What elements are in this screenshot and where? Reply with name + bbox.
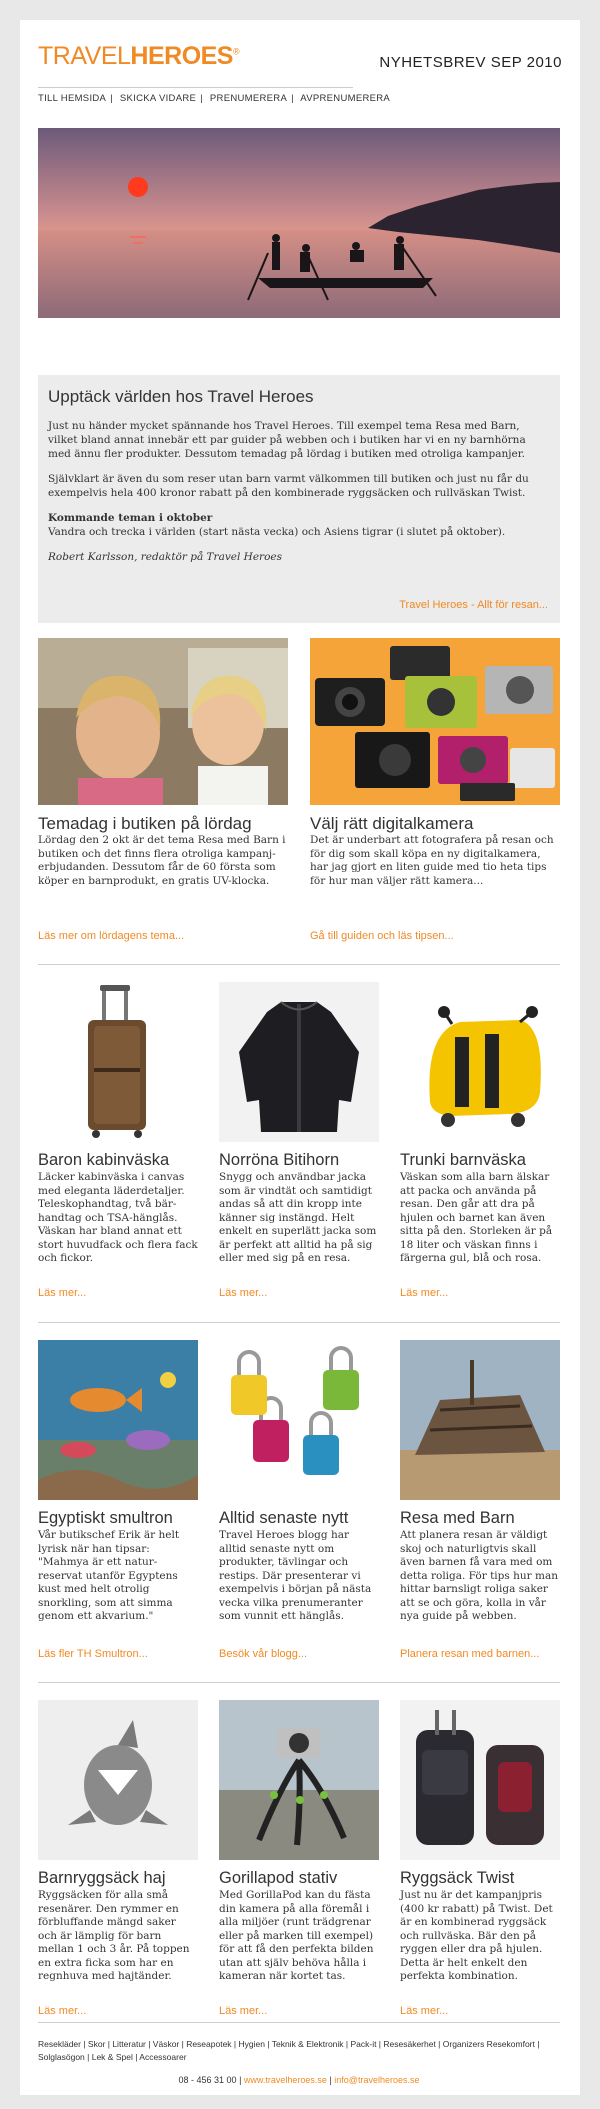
product-card-text: Med GorillaPod kan du fästa din kamera på alla föremål i alla miljöer (runt trädgrenar eller på marken till exempel) för att få den perfekta bilden utan att själv behöva hålla i kameran när kortet tas. [219, 1889, 374, 1982]
tip-card-title: Egyptiskt smultron [38, 1509, 173, 1527]
product-card-shark-backpack [38, 1700, 198, 2020]
gorillapod-tripod-image[interactable] [219, 1700, 379, 1860]
top-navigation: TILL HEMSIDA | SKICKA VIDARE | PRENUMERERA | AVPRENUMERERA [38, 93, 390, 104]
tip-card-link[interactable]: Planera resan med barnen... [400, 1648, 540, 1660]
tip-card-travel-with-kids [400, 1340, 560, 1660]
product-card-link[interactable]: Läs mer... [400, 1287, 449, 1299]
product-card-twist [400, 1700, 560, 2020]
product-card-link[interactable]: Läs mer... [219, 2005, 268, 2017]
intro-themes-text: Vandra och trecka i världen (start nästa vecka) och Asiens tigrar (i slutet på oktober). [48, 526, 506, 538]
product-card-link[interactable]: Läs mer... [38, 1287, 87, 1299]
product-card-title: Baron kabinväska [38, 1151, 170, 1169]
intro-paragraph-2: Självklart är även du som reser utan barn varmt välkommen till butiken och just nu får du exempelvis hela 400 kronor rabatt på den kombinerade ryggsäcken och rullväskan Twist. [48, 473, 529, 499]
hero-sunset-image[interactable] [38, 128, 560, 318]
section-divider [38, 964, 560, 965]
product-card-baron [38, 982, 198, 1302]
intro-cta-link[interactable]: Travel Heroes - Allt för resan... [399, 599, 548, 611]
feature-card-title: Temadag i butiken på lördag [38, 814, 252, 833]
product-card-link[interactable]: Läs mer... [400, 2005, 449, 2017]
intro-box [38, 375, 560, 623]
product-card-text: Ryggsäcken för alla små resenärer. Den rymmer en förbluffande mängd saker och är lämplig för barn mellan 1 och 3 år. På toppen en extra ficka som har en regnhuva med hajtänder. [38, 1889, 190, 1982]
footer-email-link[interactable]: info@travelheroes.se [334, 2075, 420, 2085]
footer-category-links[interactable]: Resekläder | Skor | Litteratur | Väskor | Reseapotek | Hygien | Teknik & Elektronik | Pack-it | Resesäkerhet | Organizers Resekomfort | Solglasögon | Lek & Spel | Accessoarer [38, 2039, 540, 2062]
footer-phone: 08 - 456 31 00 [178, 2075, 237, 2085]
feature-card-link[interactable]: Gå till guiden och läs tipsen... [310, 930, 454, 942]
product-card-title: Gorillapod stativ [219, 1869, 338, 1887]
intro-themes [48, 511, 550, 539]
coral-reef-fish-image[interactable] [38, 1340, 198, 1500]
product-card-gorillapod [219, 1700, 379, 2020]
tip-card-blog [219, 1340, 379, 1660]
product-card-text: Snygg och användbar jacka som är vindtät och samtidigt andas så att din kropp inte känner sig instängd. Helt enkelt en superlätt jacka som är perfekt att alltid ha på sig eller med sig på en resa. [219, 1171, 377, 1264]
feature-card-link[interactable]: Läs mer om lördagens tema... [38, 930, 185, 942]
feature-card-text: Lördag den 2 okt är det tema Resa med Barn i butiken och det finns flera otroliga kampanj-erbjudanden. Dessutom får de 60 första som köper en barnprodukt, en gratis UV-klocka. [38, 834, 286, 887]
feature-card-theme-day [38, 638, 288, 950]
intro-signature: Robert Karlsson, redaktör på Travel Heroes [48, 551, 282, 563]
baron-suitcase-image[interactable] [38, 982, 198, 1142]
section-divider [38, 2022, 560, 2023]
product-card-text: Läcker kabinväska i canvas med eleganta läderdetaljer. Teleskophandtag, två bär-handtag och TSA-hänglås. Väskan har bland annat ett stort huvudfack och flera fack och fickor. [38, 1171, 198, 1264]
product-card-link[interactable]: Läs mer... [219, 1287, 268, 1299]
children-in-car-image[interactable] [38, 638, 288, 805]
tip-card-text: Travel Heroes blogg har alltid senaste nytt om produkter, tävlingar och restips. Där presenterar vi exempelvis i början på nästa vecka vilka prenumeranter som vunnit ett hänglås. [219, 1529, 372, 1622]
tip-card-title: Resa med Barn [400, 1509, 515, 1527]
feature-card-camera-guide [310, 638, 560, 950]
nav-link-unsubscribe[interactable]: AVPRENUMERERA [300, 93, 391, 104]
section-divider [38, 1682, 560, 1683]
intro-paragraph-1: Just nu händer mycket spännande hos Travel Heroes. Till exempel tema Resa med Barn, vilket bland annat innebär ett par guider på webben och i butiken har vi en ny barnhörna med ännu fler produkter. Dessutom temadag på lördag i butiken med otroliga kampanjer. [48, 420, 526, 460]
tip-card-egypt [38, 1340, 198, 1660]
product-card-trunki [400, 982, 560, 1302]
feature-card-title: Välj rätt digitalkamera [310, 814, 474, 833]
padlocks-image[interactable] [219, 1340, 379, 1500]
tip-card-link[interactable]: Läs fler TH Smultron... [38, 1648, 148, 1660]
tip-card-text: Vår butikschef Erik är helt lyrisk när han tipsar: "Mahmya är ett natur-reservat utanför Egyptens kust med helt otrolig snorkling, som att simma genom ett akvarium." [38, 1529, 180, 1622]
tip-card-title: Alltid senaste nytt [219, 1509, 349, 1527]
product-card-title: Trunki barnväska [400, 1151, 526, 1169]
intro-themes-title: Kommande teman i oktober [48, 512, 213, 524]
product-card-title: Norröna Bitihorn [219, 1151, 340, 1169]
footer-website-link[interactable]: www.travelheroes.se [243, 2075, 327, 2085]
product-card-text: Just nu är det kampanjpris (400 kr rabatt) på Twist. Det är en kombinerad ryggsäck och rullväska. Bär den på ryggen eller dra på hjulen. Detta är helt enkelt den perfekta kombination. [400, 1889, 553, 1982]
feature-card-text: Det är underbart att fotografera på resan och för dig som skall köpa en ny digitalkamera, har jag gjort en liten guide med tio heta tips för hur man väljer rätt kamera... [310, 834, 554, 887]
newsletter-headline: NYHETSBREV SEP 2010 [379, 54, 562, 71]
newsletter [20, 20, 580, 2095]
product-card-title: Barnryggsäck haj [38, 1869, 166, 1887]
product-card-link[interactable]: Läs mer... [38, 2005, 87, 2017]
logo-registered-mark: ® [233, 46, 240, 57]
nav-link-subscribe[interactable]: PRENUMERERA [209, 93, 288, 104]
product-card-title: Ryggsäck Twist [400, 1869, 515, 1887]
product-card-norrona [219, 982, 379, 1302]
travel-heroes-logo[interactable] [38, 42, 239, 71]
nav-divider [38, 87, 353, 88]
nav-link-home[interactable]: TILL HEMSIDA [38, 93, 107, 104]
trunki-bee-suitcase-image[interactable] [400, 982, 560, 1142]
twist-backpack-image[interactable] [400, 1700, 560, 1860]
norrona-jacket-image[interactable] [219, 982, 379, 1142]
logo-travel-text: TRAVEL [38, 42, 131, 70]
product-card-text: Väskan som alla barn älskar att packa och använda på resan. Den går att dra på hjulen och barnet kan även sitta på den. Storleken är på 18 liter och väskan finns i färgerna gul, blå och rosa. [400, 1171, 553, 1264]
intro-title: Upptäck världen hos Travel Heroes [48, 387, 314, 406]
tip-card-link[interactable]: Besök vår blogg... [219, 1648, 308, 1660]
shark-backpack-image[interactable] [38, 1700, 198, 1860]
nav-link-forward[interactable]: SKICKA VIDARE [119, 93, 197, 104]
tip-card-text: Att planera resan är väldigt skoj och naturligtvis skall även barnen få vara med om detta roliga. För tips hur man hittar barnsligt roliga saker att se och göra, kolla in vår nya guide på webben. [400, 1529, 558, 1622]
footer-contact: 08 - 456 31 00 | www.travelheroes.se | info@travelheroes.se [178, 2075, 420, 2085]
section-divider [38, 1322, 560, 1323]
digital-cameras-image[interactable] [310, 638, 560, 805]
logo-heroes-text: HEROES [130, 42, 233, 70]
shipwreck-image[interactable] [400, 1340, 560, 1500]
footer [38, 2038, 560, 2087]
